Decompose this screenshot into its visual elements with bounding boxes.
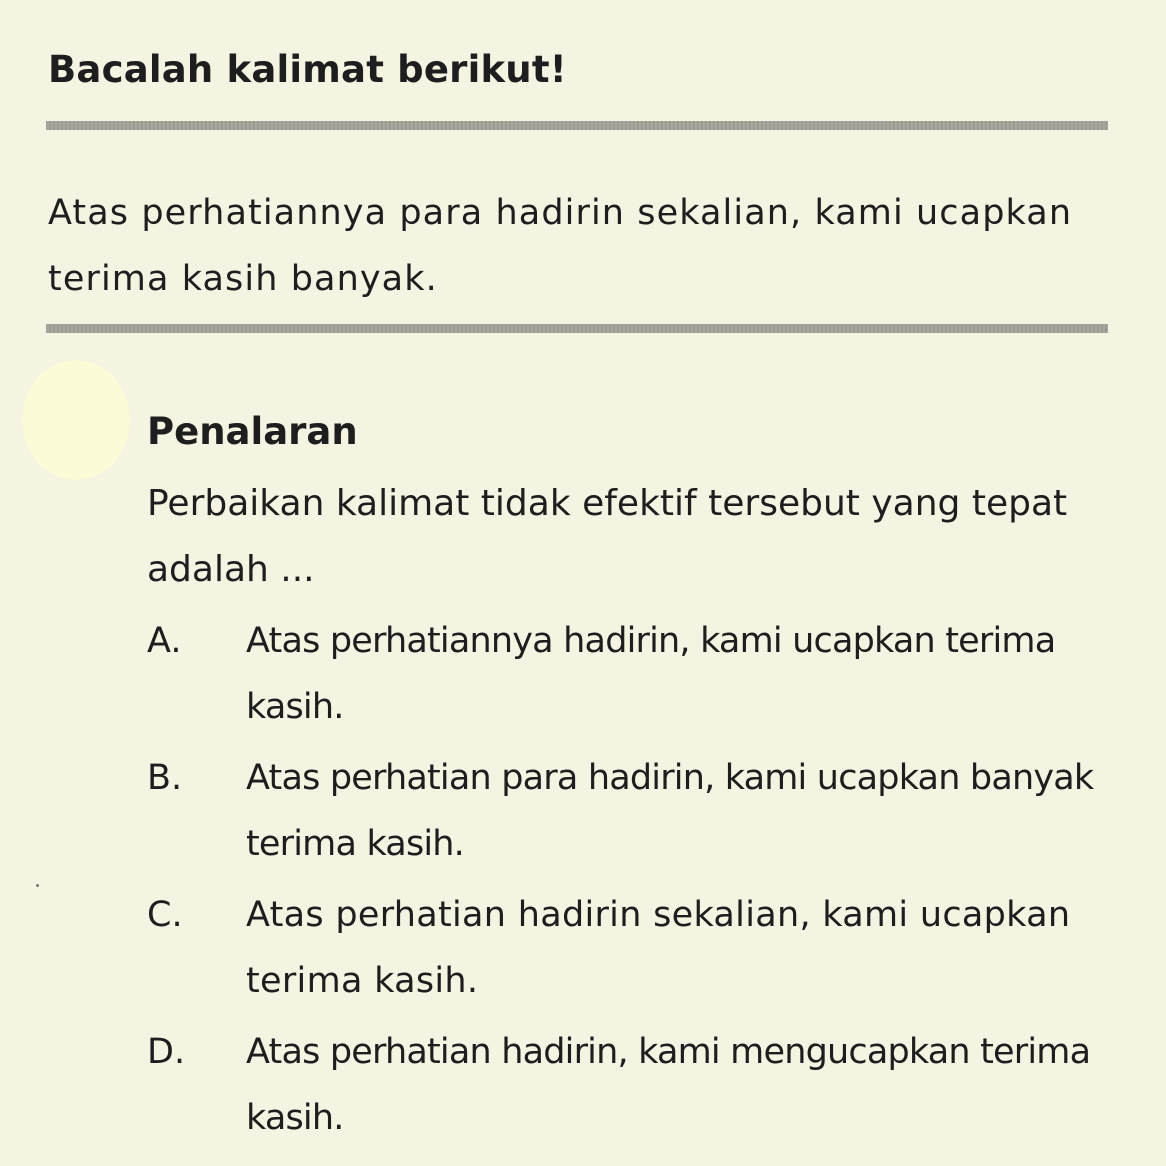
option-letter: B.	[147, 758, 183, 798]
option-letter: D.	[147, 1032, 186, 1072]
option-text: Atas perhatiannya hadirin, kami ucapkan terima kasih.	[246, 621, 1056, 727]
answer-option-b[interactable]	[147, 745, 1117, 877]
option-text: Atas perhatian hadirin sekalian, kami ucapkan terima kasih.	[246, 895, 1071, 1001]
question-text: Perbaikan kalimat tidak efektif tersebut yang tepat adalah ...	[147, 483, 1068, 590]
paper-speck	[36, 884, 39, 887]
answer-option-d[interactable]	[147, 1019, 1117, 1151]
example-sentence: Atas perhatiannya para hadirin sekalian, kami ucapkan terima kasih banyak.	[48, 193, 1073, 299]
option-text: Atas perhatian hadirin, kami mengucapkan terima kasih.	[246, 1032, 1091, 1138]
option-letter: A.	[147, 621, 182, 661]
top-divider	[46, 121, 1108, 130]
highlight-mark	[22, 360, 130, 480]
option-text: Atas perhatian para hadirin, kami ucapkan banyak terima kasih.	[246, 758, 1094, 864]
reasoning-section	[147, 405, 1117, 1151]
answer-option-a[interactable]	[147, 608, 1117, 740]
instruction-heading: Bacalah kalimat berikut!	[48, 48, 567, 91]
answer-option-c[interactable]	[147, 882, 1117, 1014]
answer-options	[147, 608, 1117, 1151]
bottom-divider	[46, 324, 1108, 333]
section-title: Penalaran	[147, 410, 358, 453]
option-letter: C.	[147, 895, 183, 935]
